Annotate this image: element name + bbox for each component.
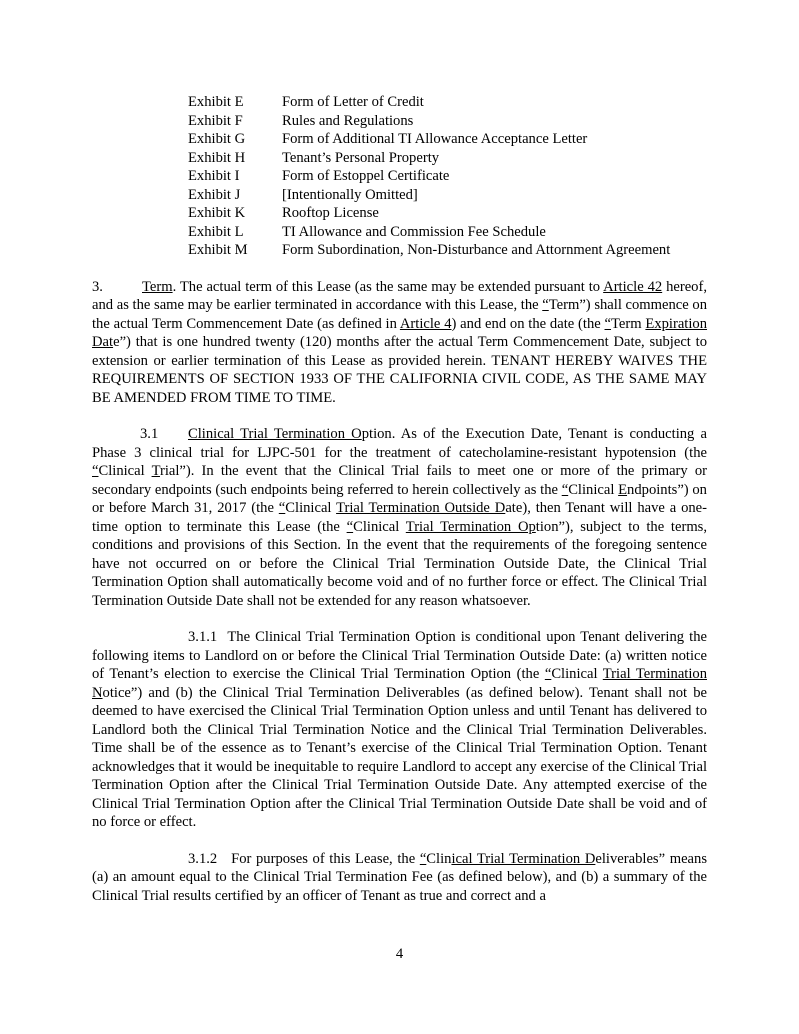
defined-term: ate [505, 500, 523, 516]
exhibit-title: Rules and Regulations [282, 112, 414, 129]
defined-term: Trial Termination Op [405, 518, 536, 535]
body-text: ”) on or before March 31, 2017 (the [92, 481, 707, 516]
body-text: ”) and (b) the Clinical Trial Termination Deliverables (as defined below). Tenant shall not be deemed to have exercised the Clinical Trial Termination Option unless and until Tenant has delivered to Landlord both the Clinical Trial Termination Notice and the Clinical Trial Termination Deliverables. Time shall be of the essence as to Tenant’s exercise of the Clinical Trial Termination Option. Tenant acknowledges that it would be inequitable to require Landlord to accept any exercise of the Clinical Trial Termination Option after the Clinical Trial Termination Outside Date. Any attempted exercise of the Clinical Trial Termination Option after the Clinical Trial Termination Outside Date shall be void and of no force or effect. [92, 684, 707, 830]
defined-term: ical Trial Termination D [451, 850, 596, 867]
exhibit-row [188, 204, 707, 223]
defined-term: Clinical [353, 518, 406, 535]
section-3-1-1-paragraph [92, 628, 707, 832]
exhibit-label: Exhibit J [188, 186, 241, 203]
defined-term: Clin [426, 850, 452, 867]
body-text: ”) that is one hundred twenty (120) months after the actual Term Commencement Date, subject to extension or earlier termination of this Lease as provided herein. TENANT HEREBY WAIVES THE REQUIREMENTS OF SECTION 1933 OF THE CALIFORNIA CIVIL CODE, AS THE SAME MAY BE AMENDED FROM TIME TO TIME. [92, 334, 707, 406]
section-number: 3.1 [140, 426, 159, 442]
exhibit-row [188, 223, 707, 242]
defined-term: ndpoints [627, 481, 678, 498]
body-text: ), then Tenant will have a one-time option to terminate this Lease (the [92, 500, 708, 535]
body-text: ”). In the event that the Clinical Trial fails to meet one or more of the primary or secondary endpoints (such endpoints being referred to herein collectively as the [92, 463, 707, 498]
body-text: . As of the Execution Date, Tenant is conducting a Phase 3 clinical trial for LJPC-501 for the treatment of catecholamine-resistant hypotension (the [92, 426, 708, 461]
exhibit-row [188, 167, 707, 186]
section-number: 3. [92, 278, 103, 295]
section-heading: ption [361, 426, 392, 442]
defined-term-quote: “ [278, 500, 286, 516]
section-heading: Term [142, 278, 173, 295]
defined-term: Term [548, 297, 580, 313]
exhibit-label: Exhibit I [188, 168, 240, 184]
exhibit-label: Exhibit M [188, 242, 248, 258]
exhibit-row [188, 241, 707, 260]
defined-term: Expiration Dat [92, 315, 708, 350]
defined-term-quote: “ [604, 315, 612, 332]
defined-term: E [618, 481, 628, 498]
section-3-paragraph [92, 278, 707, 408]
defined-term: tion [535, 518, 559, 535]
exhibit-title: Rooftop License [282, 205, 379, 221]
exhibit-title: [Intentionally Omitted] [282, 186, 418, 203]
exhibit-title: TI Allowance and Commission Fee Schedule [282, 223, 546, 240]
exhibit-label: Exhibit E [188, 94, 244, 110]
article-reference: Article 42 [603, 278, 663, 295]
section-heading: Clinical Trial Termination O [188, 426, 362, 442]
defined-term: eliverables [595, 850, 659, 867]
body-text: ) and end on the date (the [451, 315, 605, 332]
defined-term-quote: “ [542, 297, 549, 313]
defined-term: Clinical [551, 666, 603, 682]
exhibit-title: Form of Additional TI Allowance Acceptance Letter [282, 131, 588, 147]
defined-term: Trial Termination Outside D [336, 500, 506, 516]
body-text: hereof, and as the same may be earlier terminated in accordance with this Lease, the [92, 278, 707, 313]
body-text: . The actual term of this Lease (as the same may be extended pursuant to [172, 278, 604, 295]
defined-term: rial [159, 463, 180, 479]
exhibit-row [188, 149, 707, 168]
defined-term-quote: “ [92, 463, 99, 479]
page-number: 4 [395, 946, 404, 962]
defined-term-quote: “ [346, 518, 354, 535]
exhibit-label: Exhibit K [188, 205, 246, 221]
defined-term: Clinical [568, 481, 619, 498]
section-number: 3.1.1 [188, 629, 218, 645]
exhibit-title: Form of Letter of Credit [282, 94, 424, 110]
defined-term: e [113, 334, 120, 350]
defined-term: Term [611, 315, 646, 332]
defined-term-quote: “ [419, 850, 427, 867]
defined-term: Trial Termination N [92, 666, 707, 701]
section-3-1-2-paragraph [92, 850, 707, 906]
exhibit-label: Exhibit F [188, 112, 243, 129]
body-text: ”) shall commence on the actual Term Commencement Date (as defined in [92, 297, 707, 332]
body-text: ” means (a) an amount equal to the Clinical Trial Termination Fee (as defined below), and (b) a summary of the Clinical Trial results certified by an officer of Tenant as true and correct and a [92, 850, 708, 904]
defined-term-quote: “ [561, 481, 569, 498]
exhibit-label: Exhibit G [188, 131, 246, 147]
defined-term: otice [102, 684, 131, 701]
defined-term: T [151, 463, 160, 479]
article-reference: Article 4 [399, 315, 452, 332]
section-number: 3.1.2 [188, 850, 218, 867]
defined-term: Clinical [98, 463, 152, 479]
exhibit-title: Tenant’s Personal Property [282, 149, 440, 166]
exhibit-title: Form Subordination, Non-Disturbance and Attornment Agreement [282, 242, 671, 258]
exhibit-label: Exhibit H [188, 149, 246, 166]
exhibit-row [188, 112, 707, 131]
body-text: ”), subject to the terms, conditions and provisions of this Section. In the event that the requirements of the foregoing sentence have not occurred on or before the Clinical Trial Termination Outside Date, the Clinical Trial Termination Option shall automatically become void and of no further force or effect. The Clinical Trial Termination Outside Date shall not be extended for any reason whatsoever. [92, 518, 708, 609]
defined-term: Clinical [285, 500, 337, 516]
defined-term-quote: “ [544, 666, 552, 682]
exhibit-row [188, 130, 707, 149]
exhibit-row [188, 186, 707, 205]
exhibit-list [188, 93, 707, 260]
exhibit-label: Exhibit L [188, 223, 244, 240]
body-text: The Clinical Trial Termination Option is conditional upon Tenant delivering the following items to Landlord on or before the Clinical Trial Termination Outside Date: (a) written notice of Tenant’s election to exercise the Clinical Trial Termination Option (the [92, 629, 707, 682]
section-3-1-paragraph [92, 425, 707, 610]
body-text: For purposes of this Lease, the [231, 850, 420, 867]
exhibit-row [188, 93, 707, 112]
exhibit-title: Form of Estoppel Certificate [282, 168, 450, 184]
document-page [92, 93, 707, 905]
